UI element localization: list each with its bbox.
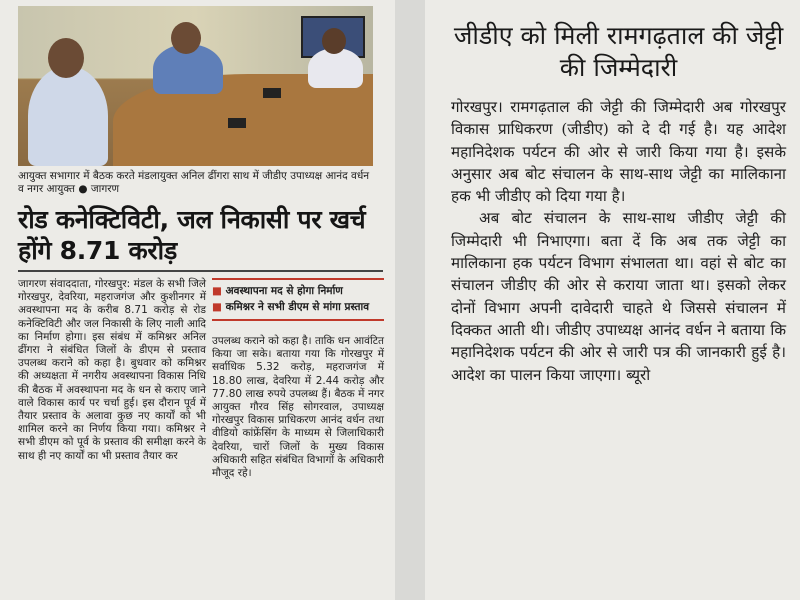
article-columns <box>18 278 388 480</box>
article-column-a: जागरण संवाददाता, गोरखपुर: मंडल के सभी जिले गोरखपुर, देवरिया, महराजगंज और कुशीनगर में अवस्थापना मद के करीब 8.71 करोड़ से रोड कनेक्टिविटी और जल निकासी के लिए नाली आदि का निर्माण होगा। इस संबंध में कमिश्नर अनिल ढींगरा ने संबंधित जिलों के डीएम से प्रस्ताव उपलब्ध कराने को कहा है। बुधवार को कमिश्नर की अध्यक्षता में नगरीय अवस्थापना विकास निधि की बैठक में अवस्थापना मद के धन से कराए जाने वाले विकास कार्य पर चर्चा हुई। इस दौरान पूर्व में तैयार प्रस्ताव के अलावा कुछ नए कार्यों को भी शामिल करने का निर्णय किया गया। कमिश्नर ने सभी डीएम को पूर्व के प्रस्ताव की समीक्षा करने के साथ ही नए कार्यों का भी प्रस्ताव तैयार कर <box>18 278 206 462</box>
photo-caption: आयुक्त सभागार में बैठक करते मंडलायुक्त अनिल ढींगरा साथ में जीडीए उपाध्यक्ष आनंद वर्धन व नगर आयुक्त ● जागरण <box>18 170 370 195</box>
meeting-photo <box>18 6 373 166</box>
right-article-body <box>451 96 786 386</box>
microphone-icon <box>228 118 246 128</box>
highlights-box <box>212 278 384 321</box>
article-column-b: उपलब्ध कराने को कहा है। ताकि धन आवंटित किया जा सके। बताया गया कि गोरखपुर में सर्वाधिक 5.32 करोड़, महराजगंज में 18.80 लाख, देवरिया में 2.44 करोड़ और 77.80 लाख रुपये उपलब्ध हैं। बैठक में नगर आयुक्त गौरव सिंह सोगरवाल, उपाध्यक्ष गोरखपुर विकास प्राधिकरण आनंद वर्धन तथा वीडियो कांफ्रेंसिंग के माध्यम से जिलाधिकारी देवरिया, चारों जिलों के मुख्य विकास अधिकारी सहित संबंधित विभागों के अधिकारी मौजूद रहे। <box>212 335 384 480</box>
paragraph: अब बोट संचालन के साथ-साथ जीडीए जेट्टी की जिम्मेदारी भी निभाएगा। बता दें कि अब तक जेट्टी का मालिकाना हक पर्यटन विभाग संभालता था। वहां से बोट का संचालन जीडीए की ओर से कराया जाता था। इसको लेकर दोनों विभाग अपनी दावेदारी चाहते थे जिससे संचालन में दिक्कत आती थी। जीडीए उपाध्यक्ष आनंद वर्धन ने बताया कि महानिदेशक पर्यटन की ओर से जारी पत्र की जानकारी हुई है। आदेश का पालन किया जाएगा। ब्यूरो <box>451 209 786 384</box>
highlight-item: ■ अवस्थापना मद से होगा निर्माण <box>212 285 343 297</box>
left-headline: रोड कनेक्टिविटी, जल निकासी पर खर्च होंगे 8.71 करोड़ <box>18 205 366 265</box>
left-news-clipping <box>0 0 395 600</box>
highlight-item: ■ कमिश्नर ने सभी डीएम से मांगा प्रस्ताव <box>212 301 370 313</box>
headline-divider <box>18 270 383 272</box>
right-news-clipping <box>425 0 800 600</box>
microphone-icon <box>263 88 281 98</box>
person-municipal-commissioner <box>308 48 363 88</box>
person-commissioner <box>28 66 108 166</box>
paragraph: गोरखपुर। रामगढ़ताल की जेट्टी की जिम्मेदारी अब गोरखपुर विकास प्राधिकरण (जीडीए) को दे दी गई है। यह आदेश महानिदेशक पर्यटन की ओर से जारी किया गया है। इसके अनुसार अब बोट संचालन के साथ-साथ जेट्टी का मालिकाना हक भी जीडीए को दिया गया है। <box>451 98 786 206</box>
right-headline: जीडीए को मिली रामगढ़ताल की जेट्टी की जिम्मेदारी <box>453 21 784 82</box>
